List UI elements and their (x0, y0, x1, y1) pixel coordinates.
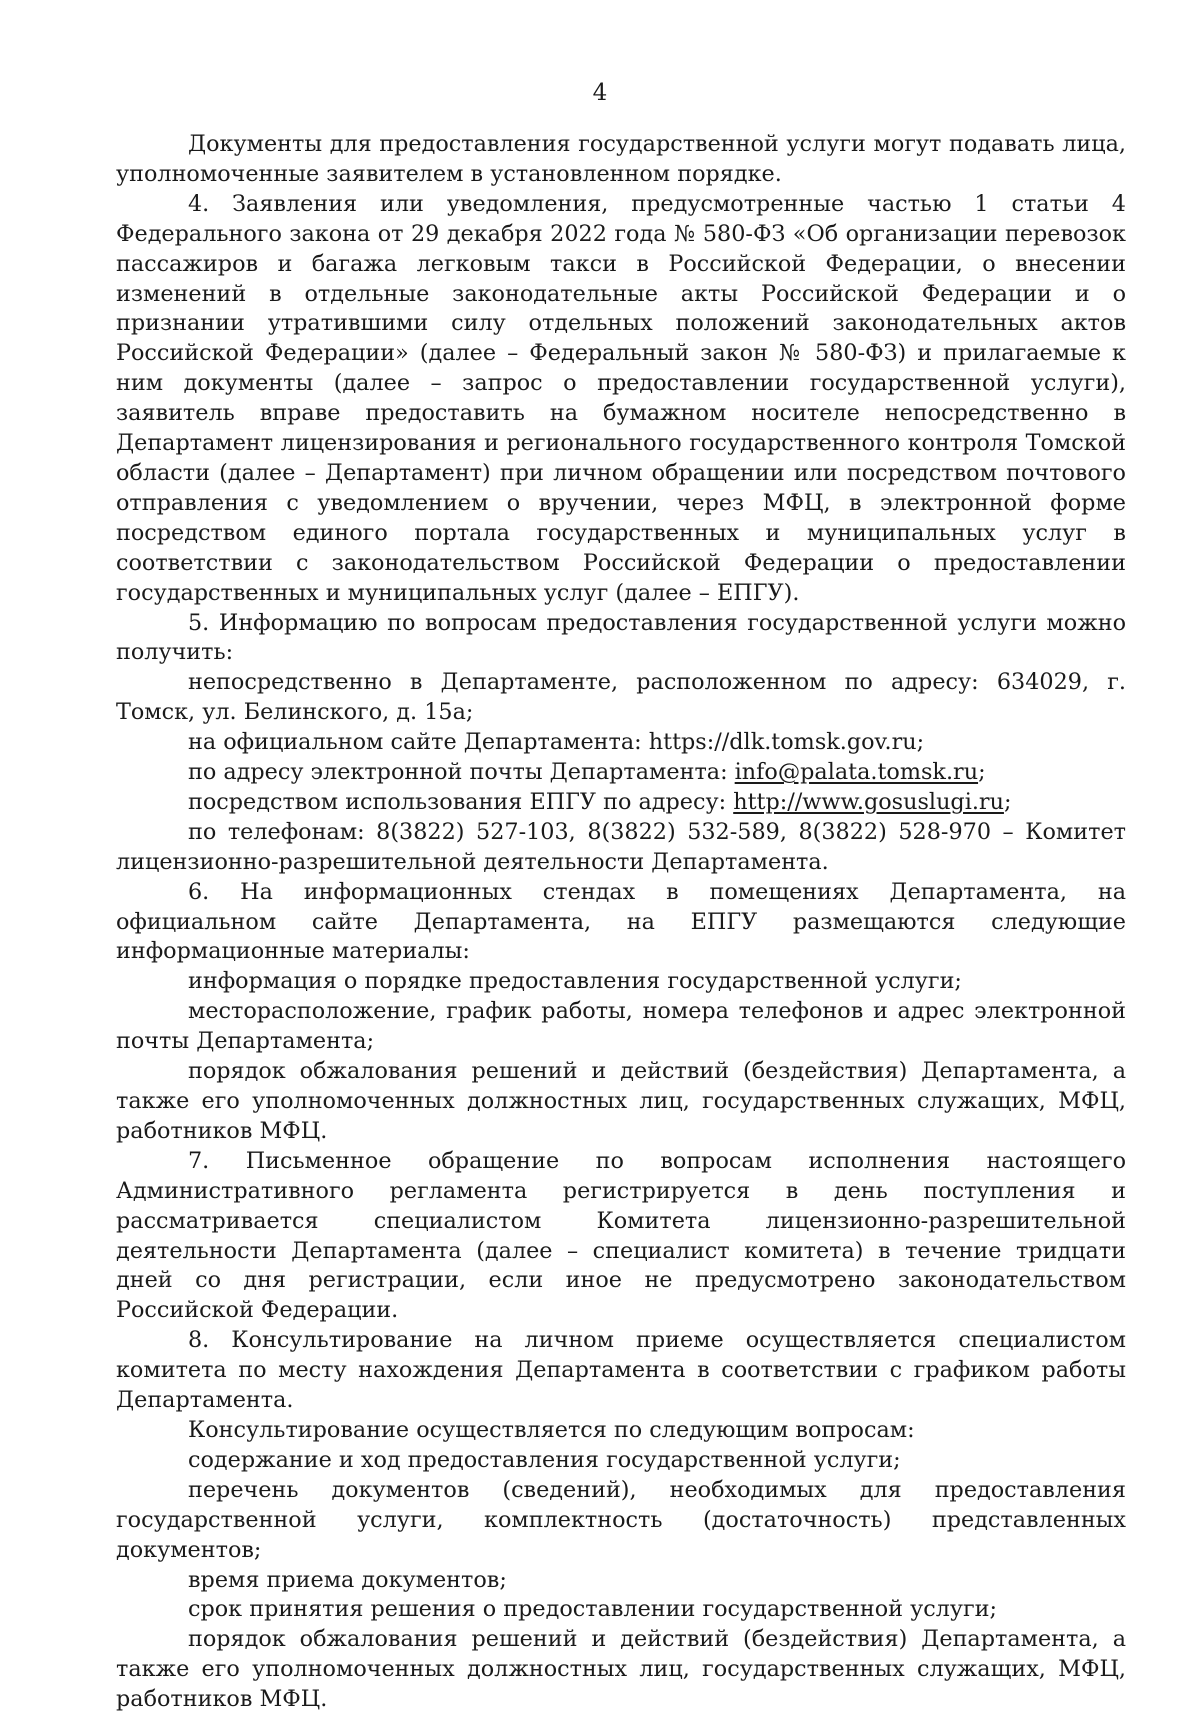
paragraph-info-procedure: информация о порядке предоставления государственной услуги; (188, 968, 962, 995)
portal-link[interactable]: http://www.gosuslugi.ru (733, 788, 1004, 815)
paragraph-item-6: 6. На информационных стендах в помещениях Департамента, на официальном сайте Департамента, на ЕПГУ размещаются следующие информационные материалы: (116, 878, 1126, 965)
paragraph-consult-topics: Консультирование осуществляется по следующим вопросам: (188, 1416, 915, 1443)
paragraph-item-5: 5. Информацию по вопросам предоставления государственной услуги можно получить: (116, 609, 1126, 666)
paragraph-item-4: 4. Заявления или уведомления, предусмотренные частью 1 статьи 4 Федерального закона от 29 декабря 2022 года № 580-ФЗ «Об организации перевозок пассажиров и багажа легковым такси в Российской Федерации, о внесении изменений в отдельные законодательные акты Российской Федерации и о признании утратившими силу отдельных положений законодательных актов Российской Федерации» (далее – Федеральный закон № 580-ФЗ) и прилагаемые к ним документы (далее – запрос о предоставлении государственной услуги), заявитель вправе предоставить на бумажном носителе непосредственно в Департамент лицензирования и регионального государственного контроля Томской области (далее – Департамент) при личном обращении или посредством почтового отправления с уведомлением о вручении, через МФЦ, в электронной форме посредством единого портала государственных и муниципальных услуг в соответствии с законодательством Российской Федерации о предоставлении государственных и муниципальных услуг (далее – ЕПГУ). (116, 190, 1126, 606)
paragraph-topic-progress: содержание и ход предоставления государственной услуги; (188, 1446, 901, 1473)
paragraph-authorized-persons: Документы для предоставления государственной услуги могут подавать лица, уполномоченные заявителем в установленном порядке. (116, 131, 1126, 187)
paragraph-topic-decision-term: срок принятия решения о предоставлении государственной услуги; (188, 1596, 998, 1623)
paragraph-appeal-procedure-1: порядок обжалования решений и действий (бездействия) Департамента, а также его уполномоченных должностных лиц, государственных служащих, МФЦ, работников МФЦ. (116, 1058, 1126, 1144)
document-body (116, 130, 1126, 1715)
paragraph-address: непосредственно в Департаменте, расположенном по адресу: 634029, г. Томск, ул. Белинского, д. 15а; (116, 669, 1126, 726)
email-link[interactable]: info@palata.tomsk.ru (734, 759, 979, 786)
paragraph-portal (116, 788, 1126, 818)
paragraph-topic-documents: перечень документов (сведений), необходимых для предоставления государственной услуги, комплектность (достаточность) представленных документов; (116, 1476, 1126, 1563)
paragraph-appeal-procedure-2: порядок обжалования решений и действий (бездействия) Департамента, а также его уполномоченных должностных лиц, государственных служащих, МФЦ, работников МФЦ. (116, 1626, 1126, 1713)
paragraph-phones: по телефонам: 8(3822) 527-103, 8(3822) 532-589, 8(3822) 528-970 – Комитет лицензионно-разрешительной деятельности Департамента. (116, 818, 1126, 875)
email-prefix: по адресу электронной почты Департамента: (188, 759, 735, 786)
paragraph-item-8: 8. Консультирование на личном приеме осуществляется специалистом комитета по месту нахождения Департамента в соответствии с графиком работы Департамента. (116, 1327, 1126, 1414)
portal-prefix: посредством использования ЕПГУ по адресу: (188, 788, 734, 815)
paragraph-topic-reception-time: время приема документов; (188, 1566, 507, 1593)
email-suffix: ; (978, 759, 986, 786)
paragraph-website: на официальном сайте Департамента: https://dlk.tomsk.gov.ru; (188, 729, 925, 756)
page-number: 4 (592, 80, 608, 106)
paragraph-email (116, 758, 1126, 788)
paragraph-location-schedule: месторасположение, график работы, номера телефонов и адрес электронной почты Департамента; (116, 998, 1126, 1055)
paragraph-item-7: 7. Письменное обращение по вопросам исполнения настоящего Административного регламента регистрируется в день поступления и рассматривается специалистом Комитета лицензионно-разрешительной деятельности Департамента (далее – специалист комитета) в течение тридцати дней со дня регистрации, если иное не предусмотрено законодательством Российской Федерации. (116, 1147, 1126, 1324)
portal-suffix: ; (1003, 788, 1012, 815)
